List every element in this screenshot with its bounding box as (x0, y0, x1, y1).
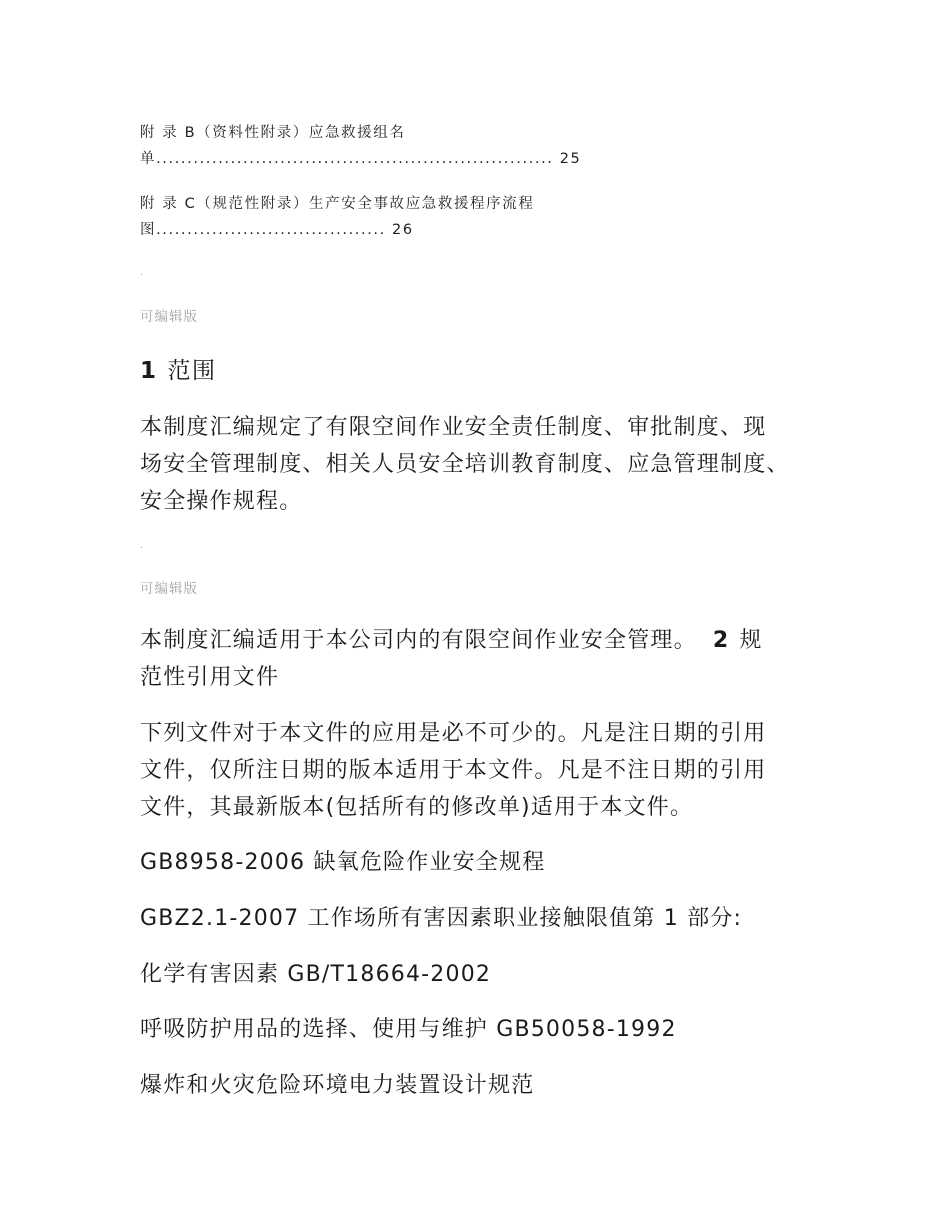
section-2-title-part1: 规 (739, 628, 763, 653)
section-2-paragraph-line-2: 文件，仅所注日期的版本适用于本文件。凡是不注日期的引用 (140, 758, 767, 783)
section-1-paragraph-line-1: 本制度汇编规定了有限空间作业安全责任制度、审批制度、现 (140, 415, 767, 440)
toc-appendix-c-line1: 附 录 C（规范性附录）生产安全事故应急救援程序流程 (140, 196, 535, 212)
section-1-heading (140, 352, 217, 385)
reference-gb50058: 呼吸防护用品的选择、使用与维护 GB50058-1992 (140, 1017, 677, 1042)
section-2-paragraph-line-3: 文件，其最新版本(包括所有的修改单)适用于本文件。 (140, 795, 694, 820)
toc-appendix-b-line1: 附 录 B（资料性附录）应急救援组名 (140, 125, 406, 141)
section-1-title: 范围 (167, 358, 217, 384)
section-2-lead-text: 本制度汇编适用于本公司内的有限空间作业安全管理。 (140, 628, 697, 653)
section-1-paragraph-line-3: 安全操作规程。 (140, 489, 303, 514)
section-2-number: 2 (712, 628, 730, 653)
editable-watermark-2: 可编辑版 (140, 581, 198, 597)
reference-explosion-fire-design: 爆炸和火灾危险环境电力装置设计规范 (140, 1073, 535, 1098)
section-2-title-part2: 范性引用文件 (140, 665, 280, 690)
reference-gb8958: GB8958-2006 缺氧危险作业安全规程 (140, 850, 546, 875)
section-2-paragraph-line-1: 下列文件对于本文件的应用是必不可少的。凡是注日期的引用 (140, 721, 767, 746)
toc-appendix-b-line2: 单................................................................ 25 (140, 151, 582, 167)
section-1-paragraph-line-2: 场安全管理制度、相关人员安全培训教育制度、应急管理制度、 (140, 452, 790, 477)
editable-watermark: 可编辑版 (140, 309, 198, 325)
page-separator-dot-2: . (140, 541, 143, 551)
section-1-number: 1 (140, 358, 158, 384)
page-separator-dot: . (140, 268, 143, 278)
toc-appendix-c-line2: 图..................................... 26 (140, 222, 414, 238)
section-2-lead-line (140, 623, 763, 654)
reference-gbz2-1: GBZ2.1-2007 工作场所有害因素职业接触限值第 1 部分: (140, 906, 743, 931)
reference-gbt18664: 化学有害因素 GB/T18664-2002 (140, 962, 492, 987)
